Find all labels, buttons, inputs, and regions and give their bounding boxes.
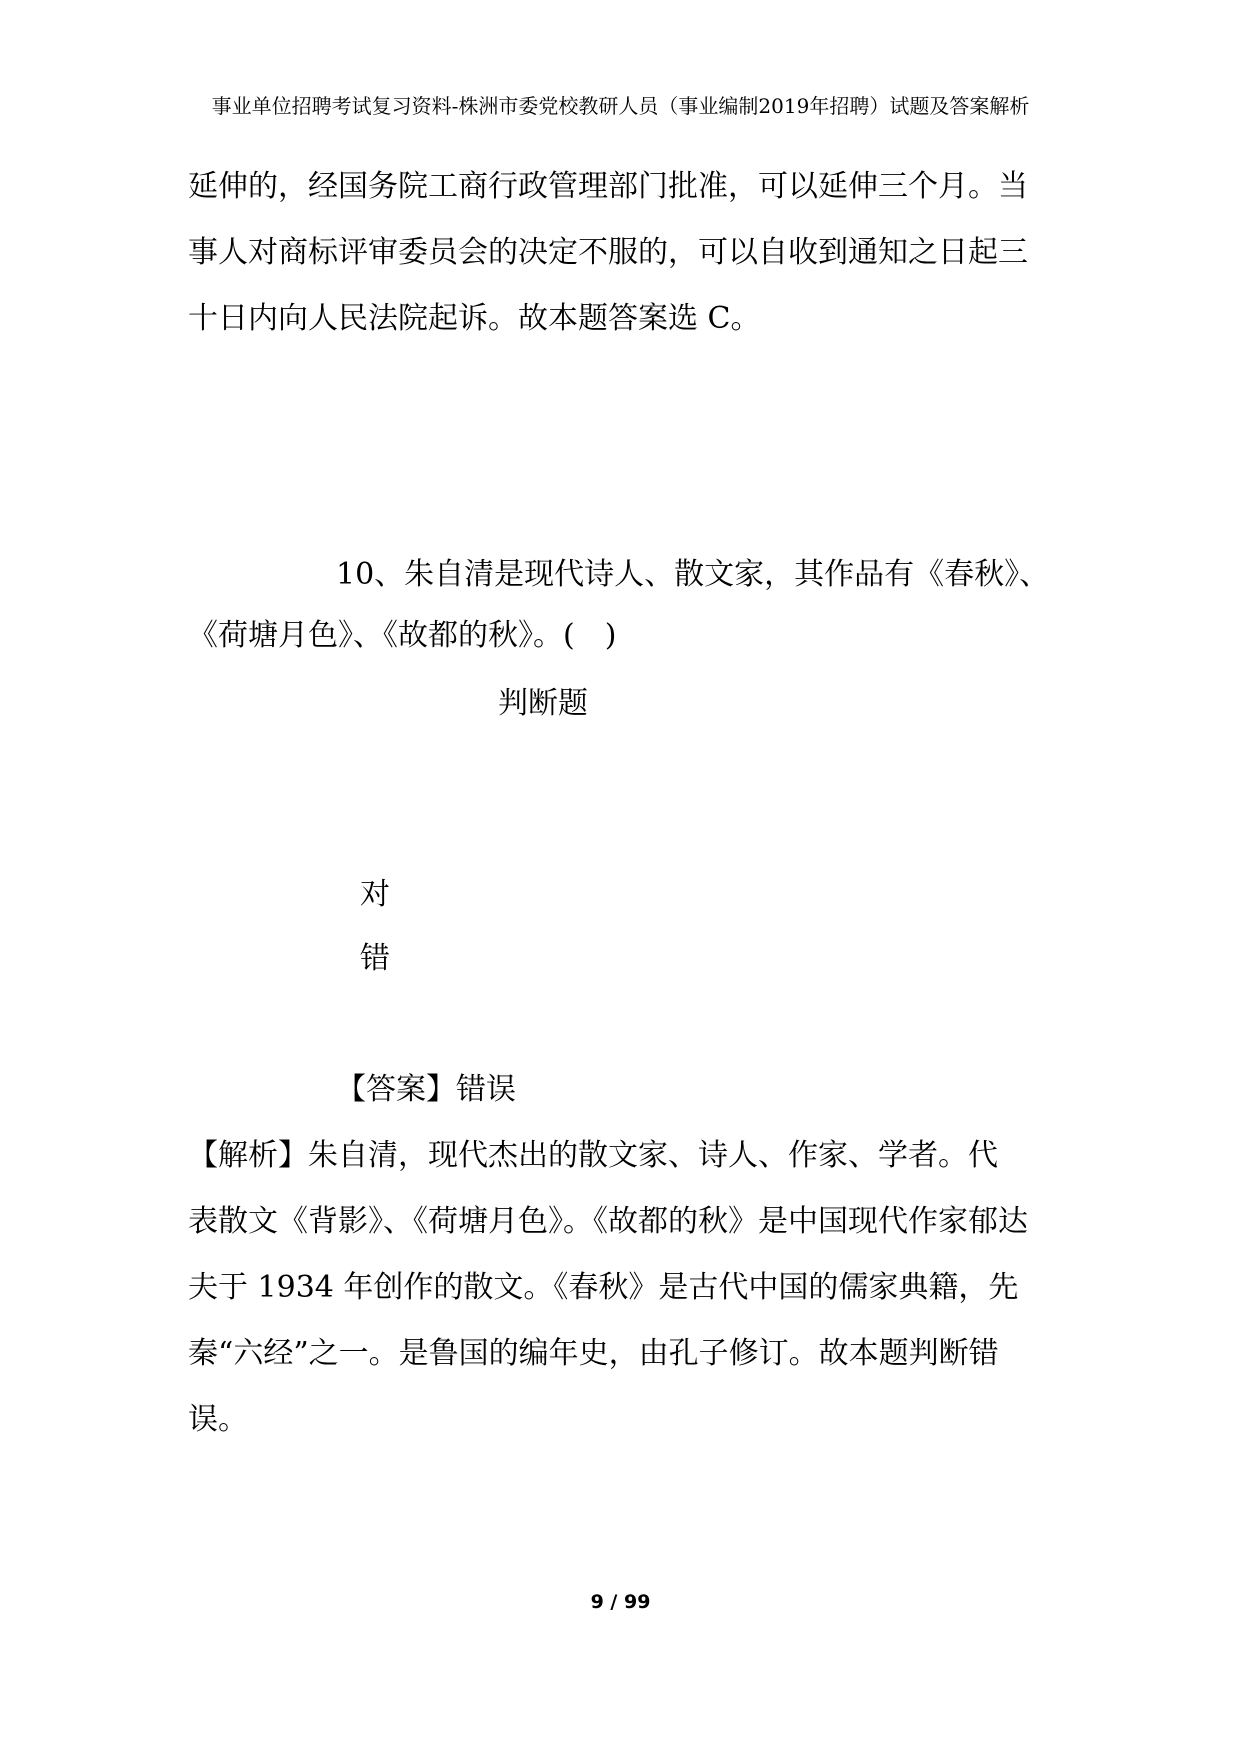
previous-explanation bbox=[188, 154, 1028, 352]
question-line-1: 10、朱自清是现代诗人、散文家，其作品有《春秋》、 bbox=[336, 557, 1050, 592]
text-line: 十日内向人民法院起诉。故本题答案选 C。 bbox=[188, 301, 761, 336]
text-line: 事人对商标评审委员会的决定不服的，可以自收到通知之日起三 bbox=[188, 235, 1028, 270]
text-line: 误。 bbox=[188, 1402, 248, 1437]
question-line-2: 《荷塘月色》、《故都的秋》。( ) bbox=[188, 618, 617, 653]
question-type: 判断题 bbox=[498, 686, 588, 721]
text-line: 秦“六经”之一。是鲁国的编年史，由孔子修订。故本题判断错 bbox=[188, 1336, 999, 1371]
analysis-section bbox=[188, 1123, 1028, 1453]
text-line: 【解析】朱自清，现代杰出的散文家、诗人、作家、学者。代 bbox=[188, 1138, 998, 1173]
page-number: 9 / 99 bbox=[590, 1591, 651, 1613]
text-line: 夫于 1934 年创作的散文。《春秋》是古代中国的儒家典籍，先 bbox=[188, 1270, 1019, 1305]
option-false: 错 bbox=[360, 941, 390, 976]
option-true: 对 bbox=[360, 877, 390, 912]
text-line: 表散文《背影》、《荷塘月色》。《故都的秋》是中国现代作家郁达 bbox=[188, 1204, 1028, 1239]
answer-line: 【答案】错误 bbox=[336, 1072, 516, 1107]
text-line: 延伸的，经国务院工商行政管理部门批准，可以延伸三个月。当 bbox=[188, 169, 1028, 204]
page-header: 事业单位招聘考试复习资料-株洲市委党校教研人员（事业编制2019年招聘）试题及答案解析 bbox=[211, 94, 1030, 118]
